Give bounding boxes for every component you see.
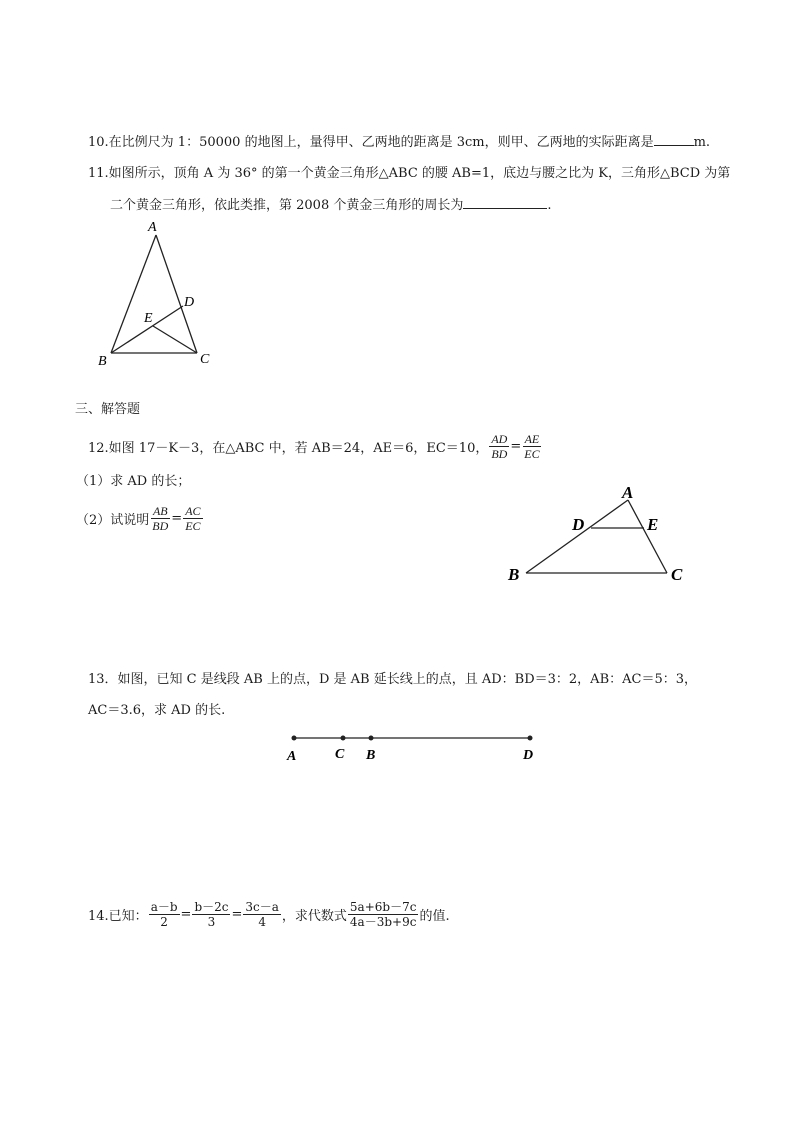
frac-num: b－2c bbox=[194, 899, 229, 914]
answer-blank bbox=[654, 133, 694, 146]
label-A: A bbox=[622, 483, 634, 502]
label-D: D bbox=[572, 515, 585, 534]
question-11-line1: 11.如图所示，顶角 A 为 36° 的第一个黄金三角形△ABC 的腰 AB=1，底边与腰之比为 K，三角形△BCD 为第 bbox=[88, 166, 731, 181]
frac-den: EC bbox=[524, 446, 540, 461]
ratio-AD-BD bbox=[489, 432, 509, 461]
frac-num: AE bbox=[524, 431, 540, 446]
frac-num: AC bbox=[185, 503, 201, 518]
label-D: D bbox=[184, 295, 195, 310]
label-D: D bbox=[523, 748, 534, 763]
fraction-2 bbox=[192, 900, 230, 929]
question-12-part1: （1）求 AD 的长； bbox=[76, 474, 191, 489]
label-E: E bbox=[144, 311, 153, 326]
ratio-AB-BD bbox=[150, 504, 170, 533]
point-B bbox=[369, 736, 374, 741]
golden-triangle-figure bbox=[90, 215, 230, 375]
label-A: A bbox=[287, 749, 297, 764]
question-13-line2: AC＝3.6，求 AD 的长. bbox=[88, 703, 226, 718]
q14-suffix: 的值. bbox=[419, 908, 450, 924]
side-AC bbox=[156, 235, 197, 353]
answer-blank bbox=[463, 196, 547, 209]
ratio-AC-EC bbox=[183, 504, 202, 533]
fraction-1 bbox=[149, 900, 180, 929]
frac-num: 5a+6b－7c bbox=[349, 899, 417, 914]
frac-num: AD bbox=[491, 431, 508, 446]
frac-num: a－b bbox=[150, 899, 178, 914]
frac-den: EC bbox=[185, 518, 201, 533]
side-AC bbox=[628, 500, 667, 573]
question-14 bbox=[88, 894, 450, 934]
section-heading: 三、解答题 bbox=[75, 402, 141, 417]
equals-sign: = bbox=[231, 906, 243, 922]
label-A: A bbox=[148, 220, 157, 235]
q11-period: . bbox=[547, 198, 552, 213]
point-C bbox=[341, 736, 346, 741]
frac-num: AB bbox=[152, 503, 168, 518]
frac-den: 4a－3b+9c bbox=[349, 914, 417, 929]
label-C: C bbox=[200, 352, 210, 367]
label-C: C bbox=[335, 747, 345, 762]
frac-num: 3c－a bbox=[245, 899, 279, 914]
label-E: E bbox=[647, 515, 659, 534]
label-C: C bbox=[671, 565, 683, 584]
q10-text: 10.在比例尺为 1：50000 的地图上，量得甲、乙两地的距离是 3cm，则甲、乙两地的实际距离是 bbox=[88, 135, 654, 150]
point-D bbox=[528, 736, 533, 741]
triangle-de-parallel-figure bbox=[500, 478, 700, 588]
ratio-AE-EC bbox=[522, 432, 541, 461]
q11-text: 二个黄金三角形，依此类推，第 2008 个黄金三角形的周长为 bbox=[110, 198, 464, 213]
frac-den: BD bbox=[491, 446, 508, 461]
q12-text: 12.如图 17－K－3，在△ABC 中，若 AB＝24，AE＝6，EC＝10， bbox=[88, 440, 489, 456]
label-B: B bbox=[508, 565, 520, 584]
q14-middle: ，求代数式 bbox=[281, 908, 347, 924]
question-10 bbox=[88, 133, 710, 153]
equals-sign: = bbox=[510, 438, 522, 454]
point-A bbox=[292, 736, 297, 741]
question-11-line2 bbox=[110, 196, 552, 216]
segment-CE bbox=[153, 326, 197, 353]
question-13-line1: 13．如图，已知 C 是线段 AB 上的点，D 是 AB 延长线上的点，且 AD：BD＝3：2，AB：AC＝5：3， bbox=[88, 672, 698, 687]
equals-sign: = bbox=[180, 906, 192, 922]
frac-den: 2 bbox=[160, 914, 168, 929]
label-B: B bbox=[98, 354, 107, 369]
label-B: B bbox=[366, 748, 376, 763]
q12-part2-text: （2）试说明 bbox=[76, 512, 150, 528]
question-12-part2 bbox=[76, 500, 204, 536]
fraction-3 bbox=[243, 900, 281, 929]
equals-sign: = bbox=[171, 510, 183, 526]
q14-prefix: 14.已知： bbox=[88, 908, 148, 924]
frac-den: BD bbox=[152, 518, 169, 533]
question-12-line1 bbox=[88, 428, 543, 464]
line-segment-figure bbox=[280, 728, 550, 768]
side-AB bbox=[111, 235, 156, 353]
side-AB bbox=[526, 500, 628, 573]
q10-unit: m. bbox=[693, 135, 711, 150]
fraction-expression bbox=[348, 900, 419, 929]
frac-den: 3 bbox=[207, 914, 216, 929]
frac-den: 4 bbox=[258, 914, 266, 929]
